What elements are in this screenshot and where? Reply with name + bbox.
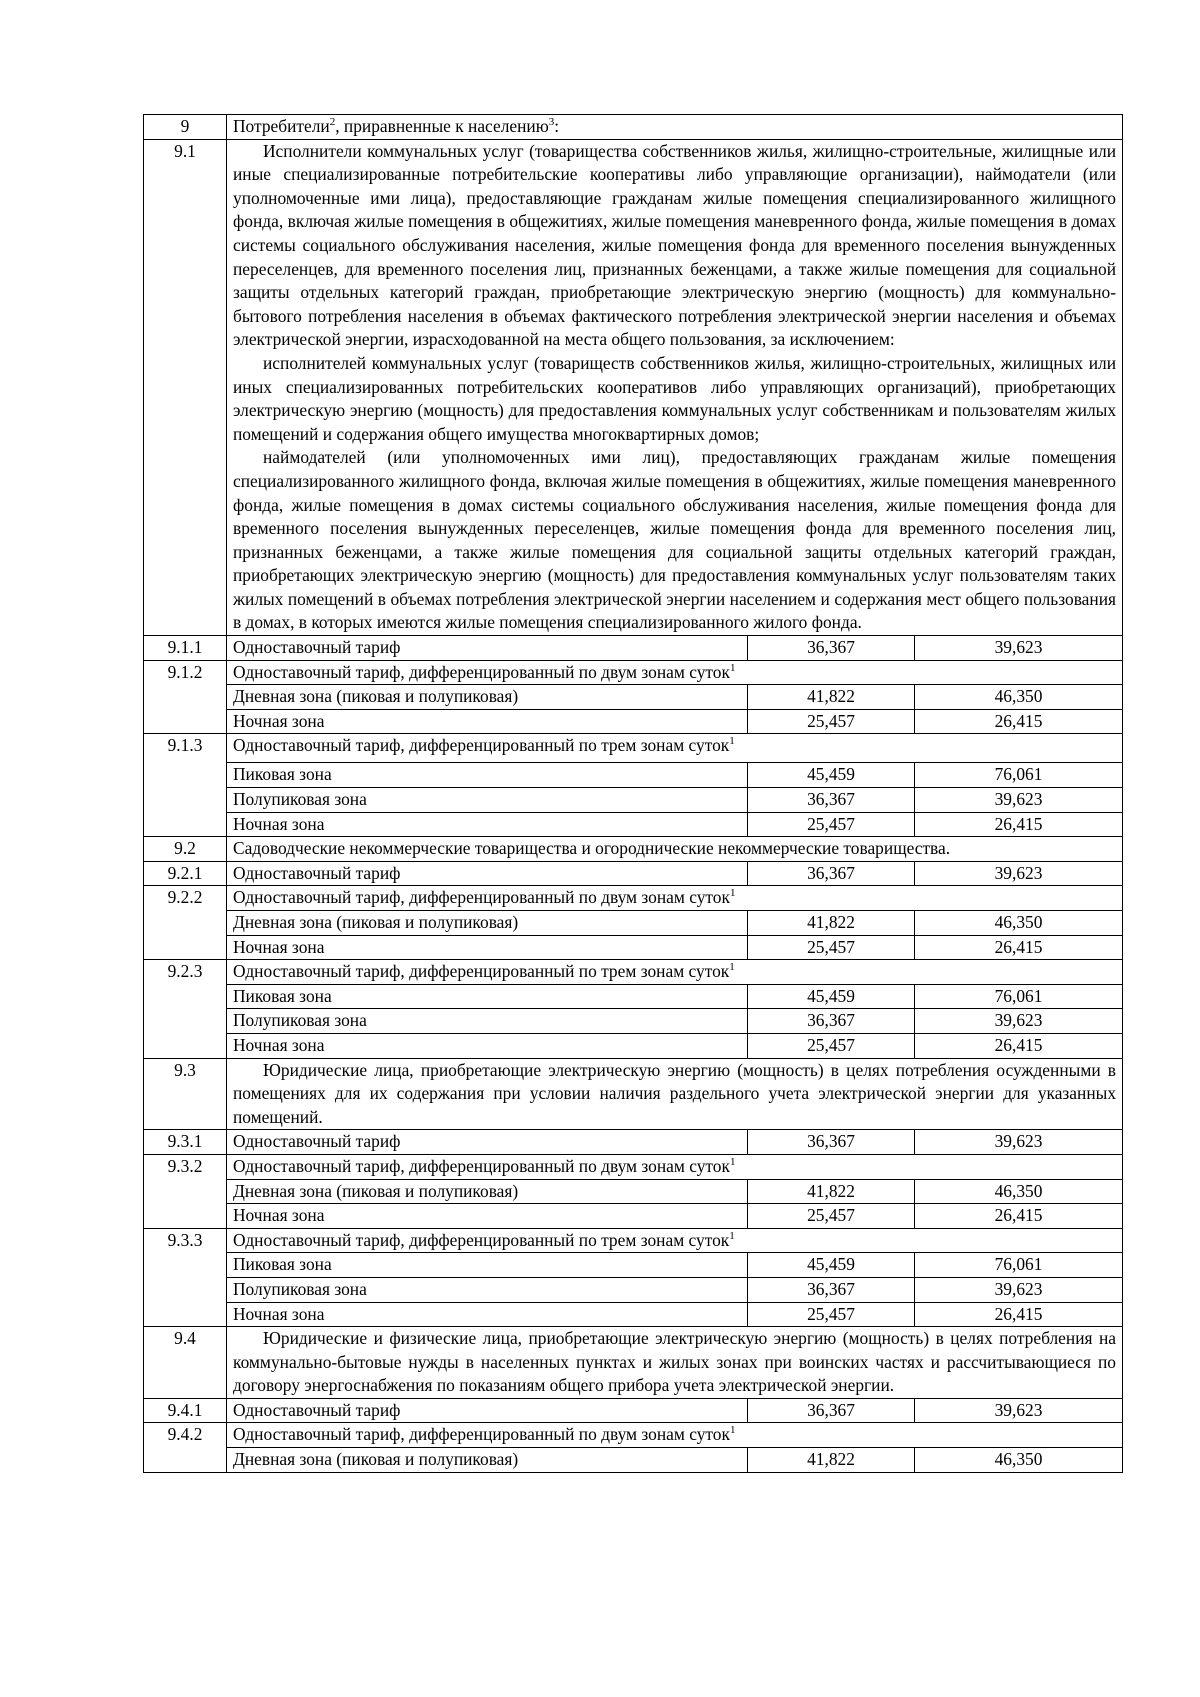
row-number: 9.4.2 (144, 1423, 227, 1472)
footnote-ref: 1 (729, 961, 735, 974)
tariff-value-2: 39,623 (915, 1398, 1123, 1423)
tariff-value-2: 46,350 (915, 685, 1123, 710)
section-title: Потребители$^2$, приравненные к населению$^3$: (227, 115, 1123, 140)
table-row (144, 1033, 1123, 1058)
tariff-group-label: Одноставочный тариф, дифференцированный по трем зонам суток$^1$ (227, 734, 1123, 763)
tariff-value-1: 25,457 (748, 1302, 915, 1327)
table-row (144, 1253, 1123, 1278)
tariff-value-1: 36,367 (748, 788, 915, 813)
section-description: Юридические и физические лица, приобретающие электрическую энергию (мощность) в целях потребления на коммунально-бытовые нужды в населенных пунктах и жилых зонах при воинских частях и рассчитывающиеся по договору энергоснабжения по показаниям общего прибора учета электрической энергии. (227, 1327, 1123, 1399)
row-number: 9.2.2 (144, 886, 227, 960)
tariff-value-2: 46,350 (915, 911, 1123, 936)
tariff-value-1: 45,459 (748, 984, 915, 1009)
row-number: 9.4 (144, 1327, 227, 1399)
table-row (144, 1327, 1123, 1399)
document-page (143, 114, 1122, 1473)
row-number: 9.1.3 (144, 734, 227, 837)
tariff-group-label: Одноставочный тариф, дифференцированный по трем зонам суток$^1$ (227, 960, 1123, 985)
footnote-ref: 1 (729, 1424, 736, 1437)
table-row (144, 984, 1123, 1009)
tariff-value-2: 39,623 (915, 861, 1123, 886)
tariff-label: Одноставочный тариф (227, 1398, 748, 1423)
table-row (144, 1398, 1123, 1423)
table-row (144, 709, 1123, 734)
tariff-value-1: 45,459 (748, 1253, 915, 1278)
tariff-value-1: 25,457 (748, 812, 915, 837)
row-number: 9.2 (144, 837, 227, 862)
tariff-value-2: 26,415 (915, 935, 1123, 960)
tariff-value-1: 25,457 (748, 709, 915, 734)
table-row (144, 636, 1123, 661)
zone-label: Пиковая зона (227, 763, 748, 788)
tariff-value-2: 26,415 (915, 1033, 1123, 1058)
row-number: 9.3.3 (144, 1228, 227, 1326)
table-row (144, 685, 1123, 710)
zone-label: Ночная зона (227, 1033, 748, 1058)
table-row (144, 1154, 1123, 1179)
footnote-ref: 2 (329, 116, 336, 129)
tariff-label: Одноставочный тариф (227, 861, 748, 886)
tariff-value-1: 41,822 (748, 1448, 915, 1473)
row-number: 9.3 (144, 1058, 227, 1130)
tariff-value-2: 26,415 (915, 1302, 1123, 1327)
footnote-ref: 1 (729, 735, 735, 748)
footnote-ref: 1 (729, 661, 736, 674)
tariff-value-2: 39,623 (915, 788, 1123, 813)
tariff-group-label: Одноставочный тариф, дифференцированный по двум зонам суток$^1$ (227, 886, 1123, 911)
zone-label: Дневная зона (пиковая и полупиковая) (227, 911, 748, 936)
footnote-ref: 1 (729, 887, 736, 900)
table-row (144, 788, 1123, 813)
zone-label: Дневная зона (пиковая и полупиковая) (227, 685, 748, 710)
table-row (144, 812, 1123, 837)
tariff-value-2: 76,061 (915, 763, 1123, 788)
table-row (144, 1179, 1123, 1204)
tariff-group-label: Одноставочный тариф, дифференцированный по двум зонам суток$^1$ (227, 1423, 1123, 1448)
tariff-value-2: 39,623 (915, 636, 1123, 661)
paragraph: Исполнители коммунальных услуг (товарищества собственников жилья, жилищно-строительные, жилищные или иные специализированные потребительские кооперативы либо управляющие организации), наймодатели (или уполномоченные ими лица), предоставляющие гражданам жилые помещения специализированного жилищного фонда, включая жилые помещения в общежитиях, жилые помещения маневренного фонда, жилые помещения в домах системы социального обслуживания населения, жилые помещения фонда для временного поселения вынужденных переселенцев, для временного поселения лиц, признанных беженцами, а также жилые помещения для социальной защиты отдельных категорий граждан, приобретающие электрическую энергию (мощность) для коммунально-бытового потребления населения в объемах фактического потребления электрической энергии населения и объемах электрической энергии, израсходованной на места общего пользования, за исключением: (233, 140, 1117, 350)
table-row (144, 1009, 1123, 1034)
table-row (144, 960, 1123, 985)
tariff-value-2: 26,415 (915, 1204, 1123, 1229)
tariff-label: Одноставочный тариф (227, 1130, 748, 1155)
row-number: 9.3.2 (144, 1154, 227, 1228)
section-description: Садоводческие некоммерческие товарищества и огороднические некоммерческие товарищества. (227, 837, 1123, 862)
table-row (144, 115, 1123, 140)
tariff-table (143, 114, 1123, 1473)
row-number: 9.3.1 (144, 1130, 227, 1155)
table-row (144, 935, 1123, 960)
footnote-ref: 1 (729, 1156, 736, 1169)
row-number: 9.2.3 (144, 960, 227, 1058)
table-row (144, 1302, 1123, 1327)
tariff-value-2: 39,623 (915, 1277, 1123, 1302)
table-row (144, 734, 1123, 763)
tariff-group-label: Одноставочный тариф, дифференцированный по двум зонам суток$^1$ (227, 1154, 1123, 1179)
tariff-value-1: 41,822 (748, 911, 915, 936)
tariff-value-1: 36,367 (748, 1277, 915, 1302)
zone-label: Дневная зона (пиковая и полупиковая) (227, 1448, 748, 1473)
footnote-ref: 3 (548, 116, 555, 129)
row-number: 9.2.1 (144, 861, 227, 886)
zone-label: Ночная зона (227, 709, 748, 734)
paragraph: наймодателей (или уполномоченных ими лиц), предоставляющих гражданам жилые помещения специализированного жилищного фонда, включая жилые помещения в общежитиях, жилые помещения маневренного фонда, жилые помещения в домах системы социального обслуживания населения, жилые помещения фонда для временного поселения вынужденных переселенцев, жилые помещения фонда для временного поселения лиц, признанных беженцами, а также жилые помещения для социальной защиты отдельных категорий граждан, приобретающих электрическую энергию (мощность) для предоставления коммунальных услуг пользователям таких жилых помещений в объемах потребления электрической энергии населением и содержания мест общего пользования в домах, в которых имеются жилые помещения специализированного жилого фонда. (233, 447, 1117, 633)
tariff-value-1: 45,459 (748, 763, 915, 788)
tariff-value-1: 36,367 (748, 1130, 915, 1155)
section-description: Юридические лица, приобретающие электрическую энергию (мощность) в целях потребления осужденными в помещениях для их содержания при условии наличия раздельного учета электрической энергии для указанных помещений. (227, 1058, 1123, 1130)
section-description (227, 139, 1123, 635)
tariff-value-1: 36,367 (748, 1398, 915, 1423)
tariff-value-2: 46,350 (915, 1179, 1123, 1204)
zone-label: Полупиковая зона (227, 1277, 748, 1302)
table-row (144, 1204, 1123, 1229)
tariff-value-1: 41,822 (748, 685, 915, 710)
table-row (144, 1423, 1123, 1448)
tariff-value-2: 76,061 (915, 984, 1123, 1009)
tariff-group-label: Одноставочный тариф, дифференцированный по двум зонам суток$^1$ (227, 660, 1123, 685)
tariff-value-2: 46,350 (915, 1448, 1123, 1473)
table-row (144, 1058, 1123, 1130)
tariff-value-1: 41,822 (748, 1179, 915, 1204)
paragraph: исполнителей коммунальных услуг (товариществ собственников жилья, жилищно-строительных, жилищных или иных специализированных потребительских кооперативов либо управляющих организаций), приобретающих электрическую энергию (мощность) для предоставления коммунальных услуг собственникам и пользователям жилых помещений и содержания общего имущества многоквартирных домов; (233, 352, 1117, 444)
zone-label: Пиковая зона (227, 984, 748, 1009)
table-row (144, 861, 1123, 886)
table-row (144, 763, 1123, 788)
zone-label: Дневная зона (пиковая и полупиковая) (227, 1179, 748, 1204)
zone-label: Пиковая зона (227, 1253, 748, 1278)
tariff-value-2: 39,623 (915, 1130, 1123, 1155)
zone-label: Ночная зона (227, 935, 748, 960)
footnote-ref: 1 (729, 1229, 735, 1242)
row-number: 9.4.1 (144, 1398, 227, 1423)
tariff-value-2: 39,623 (915, 1009, 1123, 1034)
table-row (144, 1277, 1123, 1302)
table-row (144, 837, 1123, 862)
tariff-group-label: Одноставочный тариф, дифференцированный по трем зонам суток$^1$ (227, 1228, 1123, 1253)
zone-label: Ночная зона (227, 1204, 748, 1229)
tariff-value-1: 36,367 (748, 1009, 915, 1034)
zone-label: Полупиковая зона (227, 788, 748, 813)
table-row (144, 886, 1123, 911)
tariff-value-1: 25,457 (748, 935, 915, 960)
tariff-value-2: 26,415 (915, 709, 1123, 734)
zone-label: Ночная зона (227, 1302, 748, 1327)
table-row (144, 1130, 1123, 1155)
row-number: 9.1.1 (144, 636, 227, 661)
tariff-label: Одноставочный тариф (227, 636, 748, 661)
table-row (144, 660, 1123, 685)
zone-label: Ночная зона (227, 812, 748, 837)
row-number: 9 (144, 115, 227, 140)
tariff-value-1: 36,367 (748, 861, 915, 886)
zone-label: Полупиковая зона (227, 1009, 748, 1034)
tariff-value-1: 25,457 (748, 1033, 915, 1058)
tariff-value-2: 26,415 (915, 812, 1123, 837)
table-row (144, 139, 1123, 635)
row-number: 9.1.2 (144, 660, 227, 734)
tariff-value-1: 36,367 (748, 636, 915, 661)
row-number: 9.1 (144, 139, 227, 635)
table-row (144, 911, 1123, 936)
tariff-value-2: 76,061 (915, 1253, 1123, 1278)
table-row (144, 1448, 1123, 1473)
tariff-value-1: 25,457 (748, 1204, 915, 1229)
table-row (144, 1228, 1123, 1253)
